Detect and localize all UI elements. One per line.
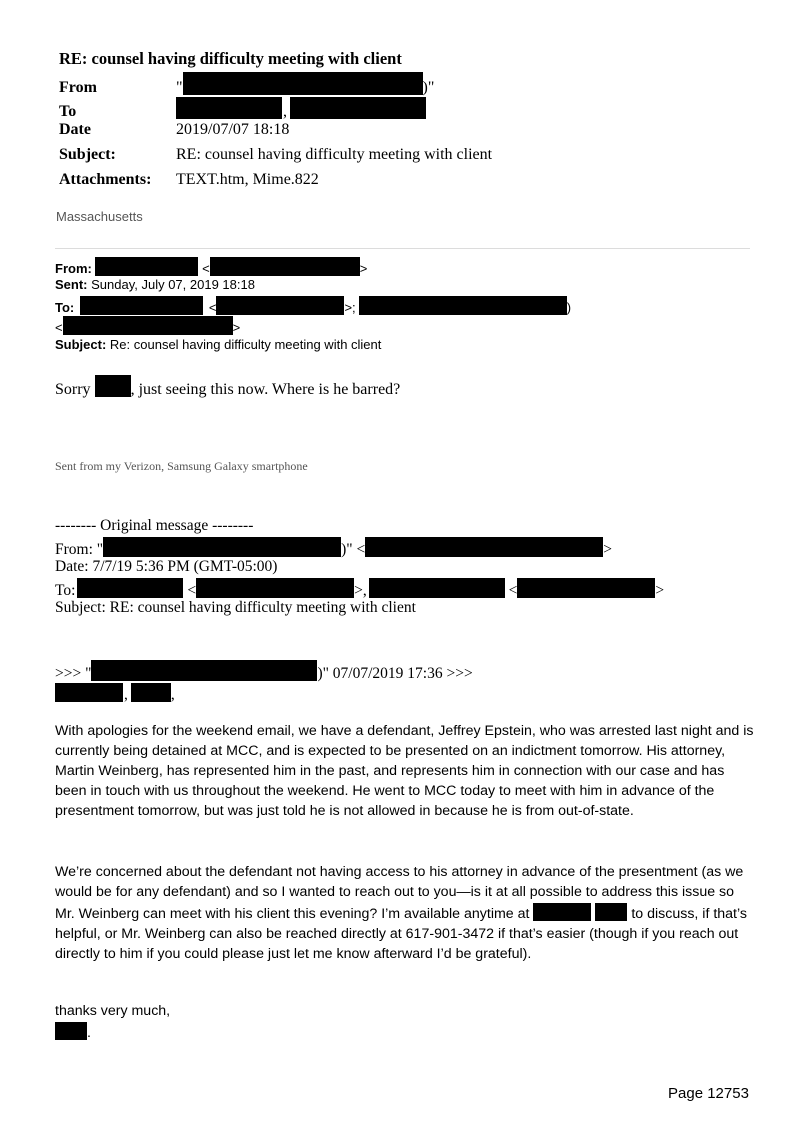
reply-to-line: To: < >; ): [55, 296, 571, 315]
reply-from-line: From: < >: [55, 257, 367, 276]
signature-line: .: [55, 1022, 755, 1044]
reply-subject-line: Subject: Re: counsel having difficulty meeting with client: [55, 337, 382, 352]
header-subject-row: [59, 146, 492, 168]
page-number: Page 12753: [668, 1085, 749, 1102]
redaction-block: [103, 537, 341, 557]
reply-message: Sorry , just seeing this now. Where is he barred?: [55, 375, 400, 399]
original-from-line: From: " )" < >: [55, 537, 612, 559]
redaction-block: [290, 97, 426, 119]
forward-line: >>> " )" 07/07/2019 17:36 >>>: [55, 660, 473, 683]
email-title: RE: counsel having difficulty meeting with client: [59, 49, 402, 68]
location-note: Massachusetts: [56, 209, 143, 224]
redaction-block: [210, 257, 360, 276]
section-divider: [55, 248, 750, 249]
redaction-block: [595, 903, 627, 921]
redaction-block: [517, 578, 655, 598]
redaction-block: [365, 537, 603, 557]
from-label: From: [59, 79, 97, 96]
redaction-block: [95, 375, 131, 397]
redaction-block: [183, 72, 423, 95]
redaction-block: [533, 903, 591, 921]
redaction-block: [55, 1022, 87, 1040]
redaction-block: [63, 316, 233, 335]
redaction-block: [77, 578, 183, 598]
attachments-value: TEXT.htm, Mime.822: [176, 171, 319, 188]
attachments-label: Attachments:: [59, 171, 152, 188]
to-label: To: [59, 103, 77, 120]
redaction-block: [216, 296, 344, 315]
date-value: 2019/07/07 18:18: [176, 121, 290, 138]
redaction-block: [55, 683, 123, 702]
closing-line: thanks very much,: [55, 1003, 171, 1019]
forward-recipients-line: , ,: [55, 683, 175, 704]
reply-to-continued-line: < >: [55, 316, 240, 335]
body-paragraph-1: With apologies for the weekend email, we have a defendant, Jeffrey Epstein, who was arrested last night and is currently being detained at MCC, and is expected to be presented on an indictment tomorrow. His attorney, Martin Weinberg, has represented him in the past, and represents him in connection with our case and has been in touch with us throughout the weekend. He went to MCC today to meet with him in advance of the presentment tomorrow, but was just told he is not allowed in because he is from out-of-state.: [55, 723, 754, 819]
body-paragraph-2: We’re concerned about the defendant not having access to his attorney in advance of the presentment (as we would be for any defendant) and so I wanted to reach out to you—is it at all possible to address this issue so Mr. Weinberg can meet with his client this evening? I’m available anytime at to discuss, if that’s helpful, or Mr. Weinberg can also be reached directly at 617-901-3472 if that’s easier (though if you reach out directly to him if you could please just let me know afterward I’d be grateful).: [55, 864, 747, 962]
subject-label: Subject:: [59, 146, 116, 163]
reply-sent-line: Sent: Sunday, July 07, 2019 18:18: [55, 277, 255, 292]
header-date-row: [59, 121, 289, 143]
redaction-block: [80, 296, 203, 315]
redaction-block: [196, 578, 354, 598]
redaction-block: [369, 578, 505, 598]
redaction-block: [131, 683, 171, 702]
signature-device: Sent from my Verizon, Samsung Galaxy smartphone: [55, 459, 308, 473]
redaction-block: [91, 660, 317, 681]
header-from-row: From " )": [59, 72, 434, 94]
header-to-row: To ,: [59, 97, 426, 119]
original-to-line: To: < >, < >: [55, 578, 664, 600]
redaction-block: [176, 97, 282, 119]
redaction-block: [359, 296, 567, 315]
header-attachments-row: [59, 171, 319, 193]
original-date-line: Date: 7/7/19 5:36 PM (GMT-05:00): [55, 558, 278, 575]
original-divider: -------- Original message --------: [55, 517, 254, 534]
date-label: Date: [59, 121, 91, 138]
original-subject-line: Subject: RE: counsel having difficulty meeting with client: [55, 599, 416, 616]
subject-value: RE: counsel having difficulty meeting with client: [176, 146, 493, 163]
redaction-block: [95, 257, 198, 276]
